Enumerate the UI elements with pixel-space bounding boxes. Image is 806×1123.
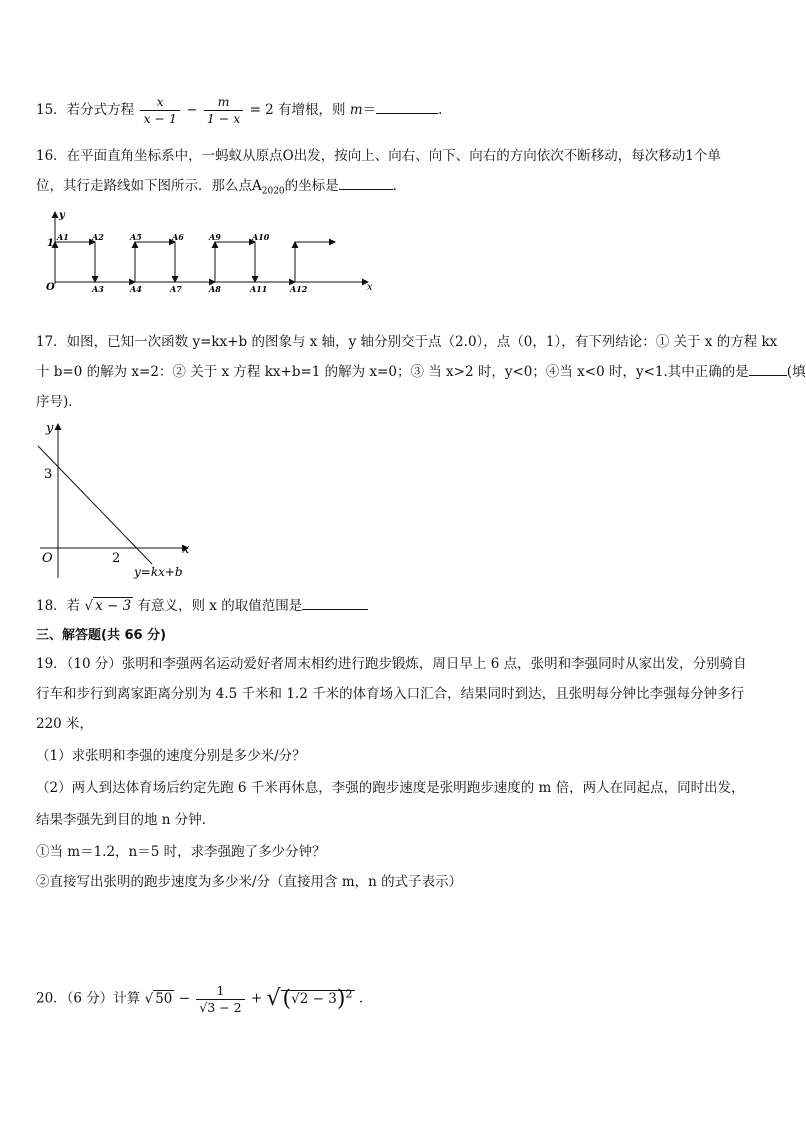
q17-line-3: 序号)． [36,394,82,410]
q17-text-a: 十 b=0 的解为 x=2：② 关于 x 方程 kx+b=1 的解为 x=0；③ 当 x>2 时，y<0；④当 x<0 时，y<1.其中正确的是 [36,364,749,380]
q15-period: . [438,102,443,118]
label-A7: A7 [170,284,182,294]
q20-period: . [358,990,364,1007]
label-A9: A9 [209,232,221,242]
graph-line [38,446,152,564]
y-axis-label: y [46,421,54,436]
q19-sub-1: ①当 m＝1.2，n＝5 时，求李强跑了多少分钟？ [36,844,326,860]
ant-path-figure [40,204,380,296]
label-A5: A5 [130,232,142,242]
frac2-numerator: m [204,94,243,111]
label-A2: A2 [92,232,104,242]
section-heading: 三、解答题(共 66 分) [36,628,167,643]
plus-sign: + [250,990,263,1007]
minus-sign: − [178,990,191,1007]
sqrt-of-square: $√(√2 - 3)^2$ [266,986,353,1011]
sqrt-50-radicand: 50 [155,990,173,1007]
fraction-1-over-sqrt3-minus-2 [196,983,244,1016]
q18-text-b: 有意义，则 x 的取值范围是 [137,598,303,614]
sqrt-50: √ 50 [144,990,173,1007]
question-15 [36,94,442,127]
q18-text-a: 18．若 [36,598,81,614]
line-equation-label: y=kx+b [134,565,183,579]
q15-label: 15．若分式方程 [36,102,135,118]
y-axis-label: y [59,210,65,221]
answer-blank-17[interactable] [749,363,787,376]
unit-label: 1 [47,238,54,249]
q19-part-1: （1）求张明和李强的速度分别是多少米/分？ [36,748,306,764]
label-A8: A8 [209,284,221,294]
q16-subscript: 2020 [261,186,285,197]
q20-frac-numerator: 1 [196,983,244,1000]
fraction-m-over-1-minus-x [204,94,243,127]
q16-period: ． [392,178,407,194]
label-A6: A6 [172,232,184,242]
answer-blank-18[interactable] [302,597,368,610]
origin-label: O [42,551,53,566]
question-20 [36,974,363,1019]
q19-line-3: 220 米， [36,716,94,732]
frac1-numerator: x [140,94,179,111]
sqrt-expression: √ x − 3 [84,598,132,614]
q16-line-2 [36,176,406,202]
q20-frac-denominator: √3 − 2 [199,999,242,1015]
answer-blank-15[interactable] [376,101,438,114]
q17-line-1: 17．如图，已知一次函数 y=kx+b 的图象与 x 轴，y 轴分别交于点（2.0），点（0，1），有下列结论：① 关于 x 的方程 kx [36,334,778,350]
frac2-denominator: 1 − x [206,111,241,126]
linear-function-figure [30,416,200,584]
q16-text-a: 位，其行走路线如下图所示．那么点A [36,178,262,194]
q19-part-2-line-1: （2）两人到达体育场后约定先跑 6 千米再休息，李强的跑步速度是张明跑步速度的 m 倍，两人在同起点，同时出发， [36,780,745,796]
q15-condition: = 2 有增根，则 [249,102,346,118]
label-A10: A10 [252,232,270,242]
radicand: x − 3 [95,598,132,614]
q15-equals: ＝ [362,102,377,118]
origin-label: O [46,282,55,293]
q15-variable: m [349,102,363,118]
q17-text-b: (填 [786,364,806,380]
square-exponent: 2 [345,987,353,1000]
x-axis-label: x [182,542,190,557]
frac1-denominator: x − 1 [143,111,177,126]
label-A4: A4 [130,284,142,294]
q20-label: 20．（6 分）计算 [36,990,141,1007]
q20-frac-den-text: 3 − 2 [207,999,242,1015]
label-A3: A3 [92,284,104,294]
fraction-x-over-x-minus-1 [140,94,179,127]
label-A1: A1 [57,232,69,242]
q19-sub-2: ②直接写出张明的跑步速度为多少米/分（直接用含 m，n 的式子表示） [36,874,463,890]
q19-line-1: 19．（10 分）张明和李强两名运动爱好者周末相约进行跑步锻炼，周日早上 6 点，张明和李强同时从家出发，分别骑自 [36,656,747,672]
x-intercept-label: 2 [112,551,121,566]
y-intercept-label: 3 [44,467,53,482]
q19-line-2: 行车和步行到离家距离分别为 4.5 千米和 1.2 千米的体育场入口汇合，结果同时到达，且张明每分钟比李强每分钟多行 [36,686,745,702]
q16-text-b: 的坐标是 [284,178,339,194]
inner-difference: 2 − 3 [299,990,337,1007]
label-A12: A12 [290,284,308,294]
q19-part-2-line-2: 结果李强先到目的地 n 分钟． [36,812,216,828]
label-A11: A11 [250,284,268,294]
question-18 [36,596,368,616]
x-axis-label: x [367,282,373,293]
minus-sign: − [186,102,198,118]
answer-blank-16[interactable] [339,177,393,190]
q16-line-1: 16．在平面直角坐标系中，一蚂蚁从原点O出发，按向上、向右、向下、向右的方向依次不断移动，每次移动1个单 [36,148,721,164]
q17-line-2 [36,362,806,382]
